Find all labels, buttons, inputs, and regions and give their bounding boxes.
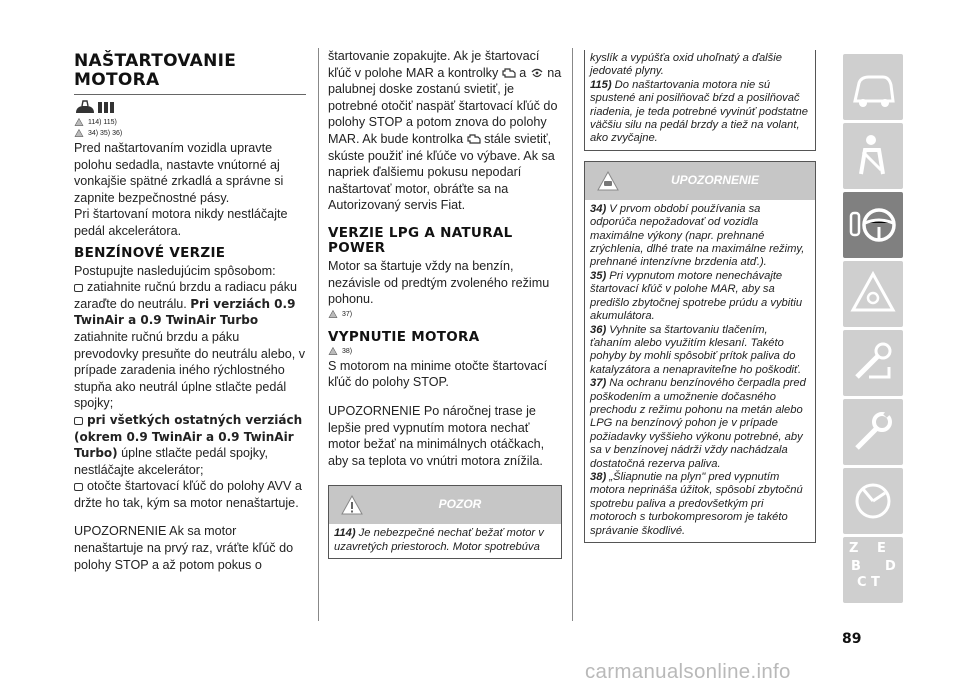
page-number: 89 (842, 631, 862, 647)
pozor-box-continued (584, 50, 816, 151)
paragraph: Pri štartovaní motora nikdy nestláčajte pedál akcelerátora. (74, 207, 288, 238)
heading-benzine: BENZÍNOVÉ VERZIE (74, 244, 226, 261)
checkbox-bullet-icon (74, 483, 83, 491)
note-35: 35) Pri vypnutom motore nenechávajte štartovací kľúč v polohe MAR, aby sa predišlo zbytočnej spotrebe prúdu a vybitiu akumulátora. (590, 269, 803, 323)
tab-starting-driving[interactable] (843, 192, 903, 258)
tab-alphabetical-index[interactable]: Z E B C T D (843, 537, 903, 603)
tab-warnings[interactable] (843, 261, 903, 327)
engine-warning-icon (502, 67, 516, 79)
warning-triangle-icon (74, 118, 84, 126)
warning-refs-3: 37) (328, 310, 562, 320)
multimedia-icon (849, 475, 897, 527)
glow-plug-icon (530, 67, 544, 79)
heading-lpg: VERZIE LPG A NATURAL POWER (328, 224, 513, 256)
note-38: 38) „Šliapnutie na plyn" pred vypnutím motora neprináša úžitok, spôsobí zbytočnú spotrebu paliva a predovšetkým pri motoroch s turbokompresorom je takéto správanie škodlivé. (590, 470, 803, 537)
note-icon (328, 347, 338, 355)
tab-emergency[interactable] (843, 330, 903, 396)
dashboard-car-icon (849, 61, 897, 113)
upozornenie-title: UPOZORNENIE (670, 172, 759, 187)
pozor-title: POZOR (438, 497, 482, 512)
seatbelt-icon (849, 130, 897, 182)
note-37: 37) Na ochranu benzínového čerpadla pred poškodením a umožnenie dočasného prechodu z režimu pohonu na metán alebo LPG na benzínový pohon je v prípade požiadavky vyššieho výkonu potrebné, aby sa v benzínovej nádrži vždy nachádzala dostatočná rezerva paliva. (590, 377, 806, 470)
paragraph: UPOZORNENIE Po náročnej trase je lepšie pred vypnutím motora nechať motor bežať na minimálnych otáčkach, aby sa teplota vo vnútri motora znížila. (328, 403, 545, 468)
wrench-icon (849, 406, 897, 458)
note-icon (328, 310, 338, 318)
note-114-cont: kyslík a vypúšťa oxid uhoľnatý a ďalšie jedovaté plyny. (590, 52, 782, 78)
upozornenie-box (584, 161, 816, 543)
tab-safety[interactable] (843, 123, 903, 189)
tab-maintenance[interactable] (843, 399, 903, 465)
warning-refs-2: 34) 35) 36) (74, 129, 306, 139)
paragraph: UPOZORNENIE Ak sa motor nenaštartuje na prvý raz, vráťte kľúč do polohy STOP a až potom pokus o (74, 524, 294, 572)
engine-warning-icon (467, 133, 481, 145)
heading-stop: VYPNUTIE MOTORA (328, 328, 480, 345)
chapter-index-tabs (843, 54, 903, 606)
note-36: 36) Vyhnite sa štartovaniu tlačením, ťahaním alebo využitím klesaní. Takéto pohyby by mohli spôsobiť prítok paliva do katalyzátora a nenapraviteľne ho poškodiť. (590, 323, 802, 376)
emergency-tools-icon (849, 337, 897, 389)
warning-lights-icon (849, 268, 897, 320)
list-item: zatiahnite ručnú brzdu a radiacu páku zaraďte do neutrálu. Pri verziách 0.9 TwinAir a 0.9 TwinAir Turbo zatiahnite ručnú brzdu a páku prevodovky presuňte do neutrálu alebo, v prípade zaradenia iného rýchlostného stupňa ako neutrál úplne stlačte pedál spojky; (74, 280, 306, 411)
paragraph: Pred naštartovaním vozidla upravte polohu sedadla, nastavte vnútorné aj vonkajšie spätné zrkadlá a správne si zapnite bezpečnostné pásy. (74, 141, 284, 205)
fuel-versions-icon (74, 99, 306, 117)
watermark: carmanualsonline.info (585, 660, 791, 683)
warning-refs-4: 38) (328, 347, 562, 357)
warning-refs-1: 114) 115) (74, 118, 306, 128)
paragraph: Postupujte nasledujúcim spôsobom: (74, 263, 276, 278)
column-1 (74, 52, 306, 573)
note-115: 115) Do naštartovania motora nie sú spustené ani posilňovač bŕzd a posilňovač riadenia, je teda potrebné vyvinúť podstatne väčšiu silu na pedál brzdy a tiež na volant, ako zvyčajne. (590, 78, 808, 145)
list-item: pri všetkých ostatných verziách (okrem 0.9 TwinAir a 0.9 TwinAir Turbo) úplne stlačte pedál spojky, nestláčajte akcelerátor; (74, 412, 303, 477)
paragraph: štartovanie zopakujte. Ak je štartovací kľúč v polohe MAR a kontrolky a na palubnej doske zostanú svietiť, je potrebné otočiť naspäť štartovací kľúč do polohy STOP a potom znova do polohy MAR. Ak bude kontrolka stále svietiť, skúste použiť iné kľúče vo výbave. Ak sa napriek ďalšiemu pokusu nepodarí naštartovať motor, obráťte sa na Autorizovaný servis Fiat. (328, 49, 562, 213)
pozor-box (328, 485, 562, 559)
column-divider (572, 48, 573, 621)
paragraph: Motor sa štartuje vždy na benzín, nezávisle od predtým zvoleného režimu pohonu. (328, 258, 550, 307)
checkbox-bullet-icon (74, 417, 83, 425)
section-title: NAŠTARTOVANIE MOTORA (74, 51, 237, 90)
checkbox-bullet-icon (74, 284, 83, 292)
tab-multimedia[interactable] (843, 468, 903, 534)
note-icon (74, 129, 84, 137)
list-item: otočte štartovací kľúč do polohy AVV a držte ho tak, kým sa motor nenaštartuje. (74, 479, 302, 510)
column-2 (328, 48, 562, 559)
tab-dashboard[interactable] (843, 54, 903, 120)
note-114: 114) Je nebezpečné nechať bežať motor v uzavretých priestoroch. Motor spotrebúva (334, 527, 544, 553)
paragraph: S motorom na minime otočte štartovací kľúč do polohy STOP. (328, 358, 548, 390)
column-divider (318, 48, 319, 621)
note-34: 34) V prvom období používania sa odporúča nepožadovať od vozidla maximálne výkony (napr. prehnané zrýchlenia, dlhé trate na maximálne režimy, prehnané intenzívne brzdenia atď.). (590, 202, 805, 269)
column-3 (584, 50, 816, 543)
title-rule (74, 94, 306, 95)
steering-wheel-icon (849, 199, 897, 251)
